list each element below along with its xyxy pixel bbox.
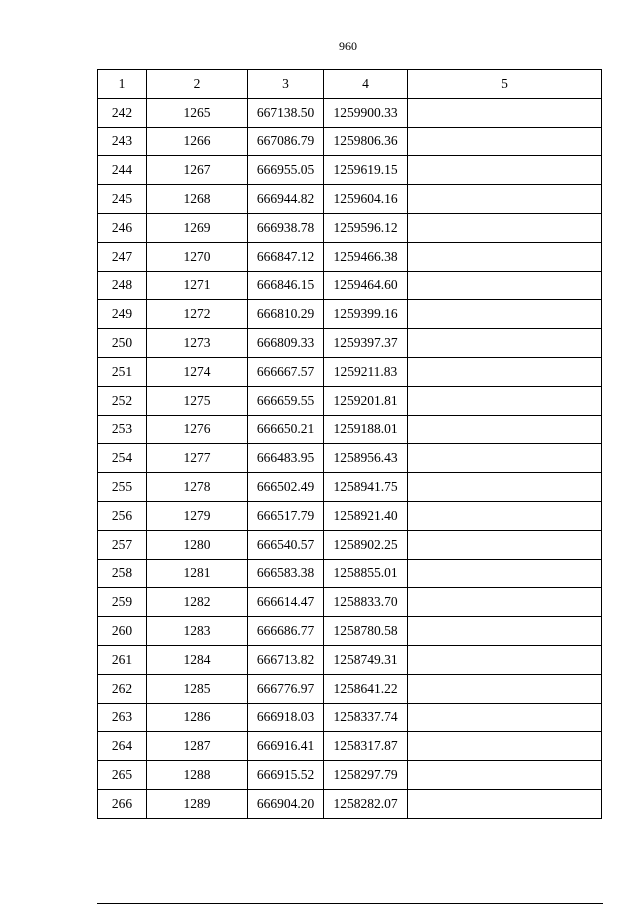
table-row [98, 156, 602, 185]
table-cell: 1286 [147, 703, 248, 732]
table-cell [408, 98, 602, 127]
table-cell: 666483.95 [248, 444, 324, 473]
coordinates-table [97, 69, 602, 819]
table-cell [408, 789, 602, 818]
table-row [98, 703, 602, 732]
header-cell-1: 1 [98, 70, 147, 99]
table-cell: 1283 [147, 617, 248, 646]
table-header [98, 70, 602, 99]
table-row [98, 329, 602, 358]
table-cell: 1259397.37 [324, 329, 408, 358]
table-cell: 255 [98, 473, 147, 502]
table-cell: 1258641.22 [324, 674, 408, 703]
table-cell: 1258749.31 [324, 645, 408, 674]
table-cell: 1259399.16 [324, 300, 408, 329]
table-cell: 1280 [147, 530, 248, 559]
table-cell: 245 [98, 185, 147, 214]
table-cell: 666667.57 [248, 357, 324, 386]
table-cell: 1258282.07 [324, 789, 408, 818]
table-cell: 1258317.87 [324, 732, 408, 761]
table-cell: 666918.03 [248, 703, 324, 732]
table-cell: 666847.12 [248, 242, 324, 271]
table-cell: 666944.82 [248, 185, 324, 214]
table-cell: 1273 [147, 329, 248, 358]
table-cell: 1272 [147, 300, 248, 329]
table-cell: 1259806.36 [324, 127, 408, 156]
table-cell: 1276 [147, 415, 248, 444]
table-cell: 1259201.81 [324, 386, 408, 415]
table-cell: 1258337.74 [324, 703, 408, 732]
table-cell: 1258902.25 [324, 530, 408, 559]
table-cell: 1269 [147, 213, 248, 242]
table-cell: 1287 [147, 732, 248, 761]
table-cell: 1258780.58 [324, 617, 408, 646]
table-row [98, 444, 602, 473]
table-cell: 1284 [147, 645, 248, 674]
table-cell [408, 588, 602, 617]
table-cell: 1258956.43 [324, 444, 408, 473]
table-cell: 666517.79 [248, 501, 324, 530]
table-row [98, 271, 602, 300]
table-cell: 666659.55 [248, 386, 324, 415]
table-cell: 1289 [147, 789, 248, 818]
table-cell: 1268 [147, 185, 248, 214]
table-cell [408, 674, 602, 703]
table-cell: 258 [98, 559, 147, 588]
table-cell [408, 386, 602, 415]
header-cell-3: 3 [248, 70, 324, 99]
table-cell: 666955.05 [248, 156, 324, 185]
table-cell: 667138.50 [248, 98, 324, 127]
table-cell: 1267 [147, 156, 248, 185]
table-cell: 1281 [147, 559, 248, 588]
page-number: 960 [339, 39, 357, 53]
table-cell: 1258855.01 [324, 559, 408, 588]
table-cell [408, 357, 602, 386]
table-cell [408, 185, 602, 214]
table-cell: 266 [98, 789, 147, 818]
table-cell [408, 732, 602, 761]
table-cell: 1258941.75 [324, 473, 408, 502]
header-cell-2: 2 [147, 70, 248, 99]
table-cell [408, 761, 602, 790]
table-cell: 243 [98, 127, 147, 156]
table-row [98, 386, 602, 415]
table-cell: 1274 [147, 357, 248, 386]
table-cell: 261 [98, 645, 147, 674]
table-cell: 247 [98, 242, 147, 271]
table-row [98, 473, 602, 502]
table-cell: 259 [98, 588, 147, 617]
bottom-rule [97, 903, 603, 904]
table-cell: 666650.21 [248, 415, 324, 444]
table-row [98, 415, 602, 444]
table-cell [408, 271, 602, 300]
table-cell: 244 [98, 156, 147, 185]
table-cell: 1266 [147, 127, 248, 156]
table-cell: 1279 [147, 501, 248, 530]
table-cell: 256 [98, 501, 147, 530]
table-cell: 262 [98, 674, 147, 703]
table-cell: 1258297.79 [324, 761, 408, 790]
table-row [98, 98, 602, 127]
table-row [98, 242, 602, 271]
header-cell-5: 5 [408, 70, 602, 99]
table-cell: 1288 [147, 761, 248, 790]
table-cell: 1278 [147, 473, 248, 502]
table-cell: 1259466.38 [324, 242, 408, 271]
table-cell: 252 [98, 386, 147, 415]
table-cell: 666846.15 [248, 271, 324, 300]
table-cell: 254 [98, 444, 147, 473]
table-row [98, 761, 602, 790]
table-cell: 1258921.40 [324, 501, 408, 530]
table-row [98, 588, 602, 617]
table-cell: 1275 [147, 386, 248, 415]
table-cell: 253 [98, 415, 147, 444]
table-row [98, 732, 602, 761]
table-cell: 257 [98, 530, 147, 559]
table-cell: 666915.52 [248, 761, 324, 790]
table-cell: 1259188.01 [324, 415, 408, 444]
table-cell: 1259596.12 [324, 213, 408, 242]
table-cell: 1265 [147, 98, 248, 127]
table-cell: 666614.47 [248, 588, 324, 617]
table-cell: 666938.78 [248, 213, 324, 242]
table-cell: 251 [98, 357, 147, 386]
table-cell: 246 [98, 213, 147, 242]
table-cell: 1277 [147, 444, 248, 473]
table-cell: 1282 [147, 588, 248, 617]
table-cell [408, 127, 602, 156]
table-row [98, 185, 602, 214]
table-row [98, 213, 602, 242]
table-cell [408, 501, 602, 530]
table-cell: 1271 [147, 271, 248, 300]
table-row [98, 501, 602, 530]
header-cell-4: 4 [324, 70, 408, 99]
table-row [98, 300, 602, 329]
header-row [98, 70, 602, 99]
table-cell [408, 559, 602, 588]
table-row [98, 645, 602, 674]
table-cell [408, 444, 602, 473]
table-row [98, 674, 602, 703]
table-cell [408, 415, 602, 444]
table-cell: 666713.82 [248, 645, 324, 674]
table-cell [408, 703, 602, 732]
table-cell: 1285 [147, 674, 248, 703]
table-cell: 666810.29 [248, 300, 324, 329]
table-cell [408, 242, 602, 271]
table-row [98, 789, 602, 818]
table-cell: 1259900.33 [324, 98, 408, 127]
table-cell: 260 [98, 617, 147, 646]
table-body [98, 98, 602, 818]
table-cell [408, 530, 602, 559]
table-cell: 1259604.16 [324, 185, 408, 214]
table-row [98, 617, 602, 646]
table-row [98, 559, 602, 588]
table-cell: 666776.97 [248, 674, 324, 703]
table-cell [408, 156, 602, 185]
table-cell: 666502.49 [248, 473, 324, 502]
table-cell: 666904.20 [248, 789, 324, 818]
table-cell: 248 [98, 271, 147, 300]
table-cell: 265 [98, 761, 147, 790]
table-cell [408, 645, 602, 674]
table-cell [408, 213, 602, 242]
table-cell: 666540.57 [248, 530, 324, 559]
table-cell: 666809.33 [248, 329, 324, 358]
table-cell: 264 [98, 732, 147, 761]
table-cell: 667086.79 [248, 127, 324, 156]
table-cell: 1270 [147, 242, 248, 271]
table-cell: 1259211.83 [324, 357, 408, 386]
table-cell: 666686.77 [248, 617, 324, 646]
table-cell: 1259619.15 [324, 156, 408, 185]
table-row [98, 530, 602, 559]
table-cell: 1258833.70 [324, 588, 408, 617]
table-cell [408, 617, 602, 646]
table-cell: 666916.41 [248, 732, 324, 761]
table-cell: 242 [98, 98, 147, 127]
table-cell [408, 300, 602, 329]
table-row [98, 127, 602, 156]
table-cell: 1259464.60 [324, 271, 408, 300]
table-cell: 263 [98, 703, 147, 732]
table-cell [408, 473, 602, 502]
table-cell: 249 [98, 300, 147, 329]
table-cell: 666583.38 [248, 559, 324, 588]
table-cell [408, 329, 602, 358]
table-row [98, 357, 602, 386]
table-cell: 250 [98, 329, 147, 358]
